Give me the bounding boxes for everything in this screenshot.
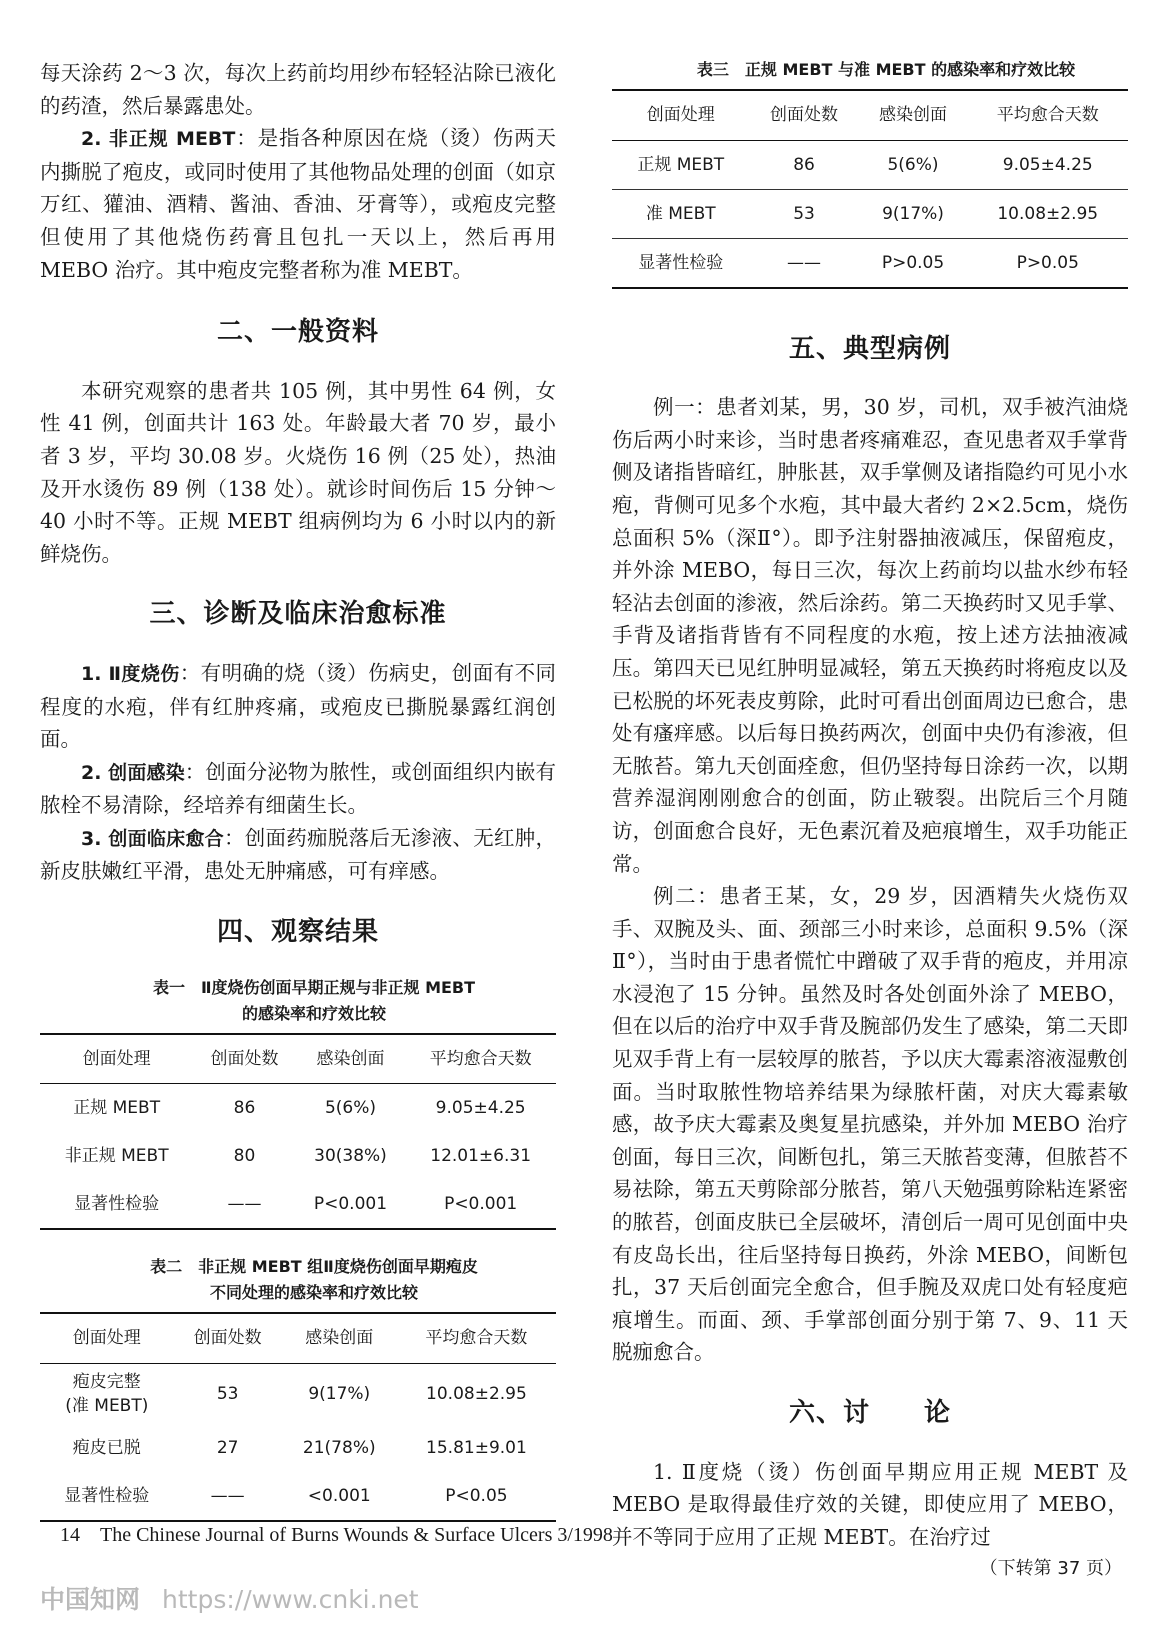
table-cell: 疱皮完整 (准 MEBT) (65, 1371, 149, 1416)
table-cell: 86 (793, 154, 815, 175)
paragraph-lead: 2. 创面感染 (81, 761, 185, 784)
table-cell: 30(38%) (314, 1146, 387, 1167)
table-cell: P>0.05 (881, 252, 945, 273)
column-header: 感染创面 (282, 1313, 397, 1363)
table-row (40, 1084, 556, 1133)
column-header: 创面处数 (174, 1313, 282, 1363)
column-header: 平均愈合天数 (968, 90, 1129, 140)
table-cell: 53 (216, 1383, 239, 1404)
column-header: 创面处理 (40, 1313, 174, 1363)
table-row (612, 238, 1128, 288)
paragraph: 每天涂药 2～3 次，每次上药前均用纱布轻轻沾除已液化的药渣，然后暴露患处。 (40, 61, 556, 118)
table-cell: 5(6%) (324, 1098, 376, 1119)
paragraph-text: ：创面药痂脱落后无渗液、无红肿，新皮肤嫩红平滑，患处无肿痛感，可有痒感。 (40, 825, 557, 884)
section-heading: 二、一般资料 (216, 317, 379, 348)
paragraph-lead: 3. 创面临床愈合 (81, 827, 224, 850)
table-caption: 的感染率和疗效比较 (241, 1003, 386, 1023)
table-3 (612, 57, 1128, 289)
table-cell: 5(6%) (887, 154, 939, 175)
table-cell: 显著性检验 (638, 252, 724, 273)
section-heading: 六、讨 论 (788, 1398, 951, 1428)
table-cell: 9.05±4.25 (435, 1098, 526, 1119)
column-header: 平均愈合天数 (397, 1313, 556, 1363)
paragraph (40, 657, 556, 756)
table-row (612, 140, 1128, 189)
table-row (40, 1363, 556, 1424)
table-cell: 53 (793, 203, 815, 224)
table-cell: <0.001 (307, 1485, 371, 1506)
paragraph (40, 822, 556, 888)
table-cell: 非正规 MEBT (64, 1146, 169, 1167)
table-cell: —— (227, 1194, 262, 1215)
column-header: 感染创面 (859, 90, 968, 140)
table-cell: 9.05±4.25 (1002, 154, 1093, 175)
table-cell: 显著性检验 (74, 1194, 160, 1215)
table-cell: 21(78%) (302, 1437, 376, 1458)
section-heading: 三、诊断及临床治愈标准 (149, 599, 447, 630)
table-cell: —— (210, 1485, 245, 1506)
table-row (40, 1180, 556, 1229)
data-table (40, 1033, 556, 1231)
paragraph-lead: 2. 非正规 MEBT (81, 128, 236, 151)
table-cell: 显著性检验 (64, 1485, 150, 1506)
data-table (40, 1312, 556, 1522)
table-cell: 12.01±6.31 (430, 1146, 532, 1167)
table-cell: 27 (216, 1437, 239, 1458)
watermark-url: https://www.cnki.net (162, 1585, 419, 1614)
table-cell: 15.81±9.01 (426, 1437, 527, 1458)
cnki-watermark (40, 1580, 419, 1616)
paragraph-text: ：是指各种原因在烧（烫）伤两天内撕脱了疱皮，或同时使用了其他物品处理的创面（如京万红、獾油、酒精、酱油、香油、牙膏等），或疱皮完整但使用了其他烧伤药膏且包扎一天以上，然后再用 MEBO 治疗。其中疱皮完整者称为准 MEBT。 (40, 126, 556, 282)
table-caption: 表一 Ⅱ度烧伤创面早期正规与非正规 MEBT (152, 977, 476, 997)
table-cell: P<0.05 (445, 1485, 508, 1506)
left-column (40, 57, 556, 1522)
table-caption: 不同处理的感染率和疗效比较 (209, 1283, 418, 1303)
table-cell: —— (787, 252, 822, 273)
paragraph (40, 756, 556, 822)
table-cell: 正规 MEBT (73, 1098, 161, 1119)
table-cell: 80 (233, 1146, 256, 1167)
table-row (40, 1424, 556, 1472)
table-1 (40, 975, 556, 1231)
paragraph-text: ：有明确的烧（烫）伤病史，创面有不同程度的水疱，伴有红肿疼痛，或疱皮已撕脱暴露红润创面。 (40, 660, 556, 752)
column-header: 平均愈合天数 (405, 1034, 556, 1084)
table-cell: 疱皮已脱 (72, 1437, 141, 1458)
table-cell: P>0.05 (1016, 252, 1079, 273)
table-caption: 表三 正规 MEBT 与准 MEBT 的感染率和疗效比较 (696, 60, 1076, 79)
column-header: 创面处数 (193, 1034, 295, 1084)
paragraph (40, 122, 556, 286)
continued-note: （下转第 37 页） (979, 1558, 1122, 1580)
column-header: 创面处理 (612, 90, 750, 140)
table-cell: 86 (233, 1098, 256, 1119)
table-caption: 表二 非正规 MEBT 组Ⅱ度烧伤创面早期疱皮 (150, 1257, 478, 1277)
table-cell: 10.08±2.95 (997, 203, 1099, 224)
table-cell: 准 MEBT (645, 203, 716, 224)
table-cell: 9(17%) (882, 203, 944, 224)
section-heading: 五、典型病例 (788, 333, 951, 364)
paragraph-lead: 1. Ⅱ度烧伤 (81, 662, 180, 685)
table-cell: 10.08±2.95 (426, 1383, 527, 1404)
table-cell: P<0.001 (313, 1194, 388, 1215)
table-row (40, 1472, 556, 1521)
table-2 (40, 1254, 556, 1522)
column-header: 创面处数 (750, 90, 859, 140)
table-cell: 9(17%) (308, 1383, 371, 1404)
table-row (40, 1132, 556, 1180)
paragraph-text: ：创面分泌物为脓性，或创面组织内嵌有脓栓不易清除，经培养有细菌生长。 (40, 759, 557, 818)
data-table (612, 89, 1128, 289)
table-cell: P<0.001 (444, 1194, 518, 1215)
table-cell: 正规 MEBT (637, 154, 725, 175)
table-row (612, 189, 1128, 238)
paragraph: 例一：患者刘某，男，30 岁，司机，双手被汽油烧伤后两小时来诊，当时患者疼痛难忍，查见患者双手掌背侧及诸指皆暗红，肿胀甚，双手掌侧及诸指隐约可见小水疱，背侧可见多个水疱，其中最大者约 2×2.5cm，烧伤总面积 5%（深Ⅱ°）。即予注射器抽液减压，保留疱皮，并外涂 MEBO，每日三次，每次上药前均以盐水纱布轻轻沾去创面的渗液，然后涂药。第二天换药时又见手掌、手背及诸指背皆有不同程度的水疱，按上述方法抽液减压。第四天已见红肿明显减轻，第五天换药时将疱皮以及已松脱的坏死表皮剪除，此时可看出创面周边已愈合，患处有瘙痒感。以后每日换药两次，创面中央仍有渗液，但无脓苔。第九天创面痊愈，但仍坚持每日涂药一次，以期营养湿润刚刚愈合的创面，防止皲裂。出院后三个月随访，创面愈合良好，无色素沉着及疤痕增生，双手功能正常。 (612, 395, 1128, 876)
paragraph: 本研究观察的患者共 105 例，其中男性 64 例，女性 41 例，创面共计 163 处。年龄最大者 70 岁，最小者 3 岁，平均 30.08 岁。火烧伤 16 例（25 处），热油及开水烫伤 89 例（138 处）。就诊时间伤后 15 分钟～40 小时不等。正规 MEBT 组病例均为 6 小时以内的新鲜烧伤。 (40, 378, 556, 566)
right-column (612, 57, 1128, 1586)
watermark-text: 中国知网 (40, 1585, 141, 1614)
page-footer: 14 The Chinese Journal of Burns Wounds & Surface Ulcers 3/1998 (60, 1524, 613, 1546)
column-header: 创面处理 (40, 1034, 193, 1084)
paragraph: 1. Ⅱ度烧（烫）伤创面早期应用正规 MEBT 及 MEBO 是取得最佳疗效的关键，即使应用了 MEBO，并不等同于应用了正规 MEBT。在治疗过 (612, 1459, 1128, 1549)
section-heading: 四、观察结果 (216, 917, 379, 948)
paragraph: 例二：患者王某，女，29 岁，因酒精失火烧伤双手、双腕及头、面、颈部三小时来诊，总面积 9.5%（深Ⅱ°），当时由于患者慌忙中蹭破了双手背的疱皮，并用凉水浸泡了 15 分钟。虽然及时各处创面外涂了 MEBO，但在以后的治疗中双手背及腕部仍发生了感染，第二天即见双手背上有一层较厚的脓苔，予以庆大霉素溶液湿敷创面。当时取脓性物培养结果为绿脓杆菌，对庆大霉素敏感，故予庆大霉素及奥复星抗感染，并外加 MEBO 治疗创面，每日三次，间断包扎，第三天脓苔变薄，但脓苔不易祛除，第五天剪除部分脓苔，第八天勉强剪除粘连紧密的脓苔，创面皮肤已全层破坏，清创后一周可见创面中央有皮岛长出，往后坚持每日换药，外涂 MEBO，间断包扎，37 天后创面完全愈合，但手腕及双虎口处有轻度疤痕增生。而面、颈、手掌部创面分别于第 7、9、11 天脱痂愈合。 (612, 884, 1128, 1365)
column-header: 感染创面 (296, 1034, 406, 1084)
